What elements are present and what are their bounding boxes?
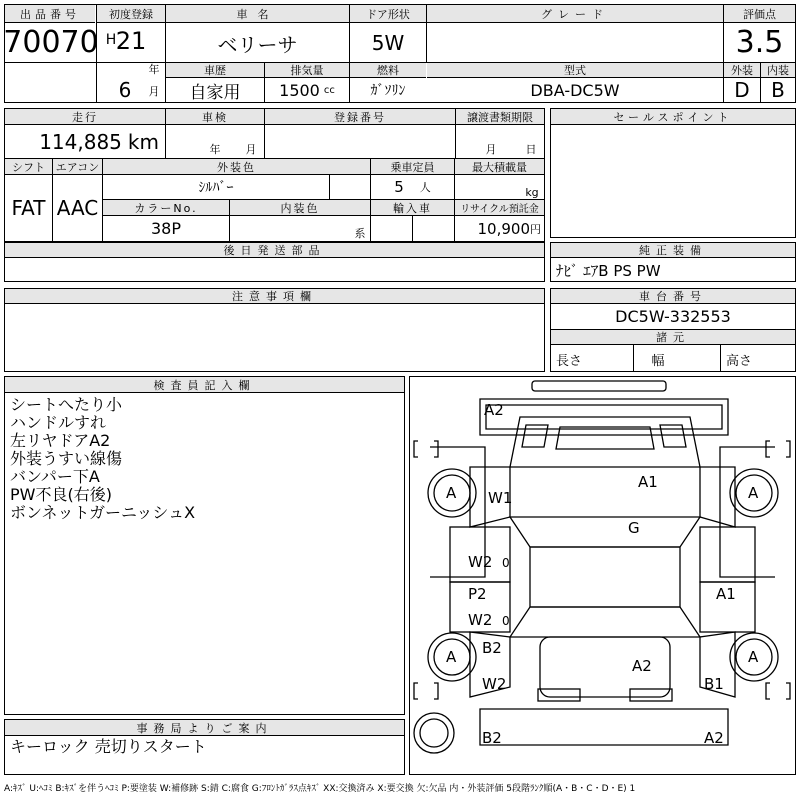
mark-tire-fl: A	[446, 484, 457, 502]
inspection-month-unit: 月	[245, 143, 257, 156]
recycle-unit: 円	[530, 222, 541, 236]
capacity-value: 5	[394, 178, 404, 196]
fuel: ｶﾞｿﾘﾝ	[370, 83, 406, 99]
score: 3.5	[735, 24, 784, 60]
recycle-value: 10,900	[477, 219, 530, 238]
inspection-year-unit: 年	[209, 143, 221, 156]
damage-diagram	[409, 376, 796, 775]
inspector-notes	[10, 396, 400, 522]
displacement	[265, 78, 349, 102]
width-label: 幅	[651, 353, 665, 369]
genuine: ﾅﾋﾞ ｴｱB PS PW	[556, 261, 661, 280]
mark-rear-bumper-left: B2	[482, 729, 502, 747]
door-type: 5W	[371, 31, 405, 55]
inspection-label: 車検	[166, 109, 264, 125]
inspector-line: PW不良(右後)	[10, 485, 112, 504]
ext-score: D	[734, 78, 750, 102]
reg-year-unit: 年	[148, 63, 160, 76]
int-color-label: 内装色	[230, 200, 370, 216]
shift-label: シフト	[5, 159, 52, 175]
transfer-month-unit: 月	[485, 143, 497, 156]
max-load-unit: kg	[525, 185, 539, 199]
grade-label: グレード	[427, 5, 723, 23]
spec-label: 諸元	[551, 330, 795, 345]
inspector-label: 検査員記入欄	[5, 377, 404, 393]
mark-hood: A1	[638, 473, 658, 491]
mark-tire-rl: A	[446, 648, 457, 666]
caution-label: 注意事項欄	[5, 289, 544, 304]
mark-windshield: W1	[488, 489, 513, 507]
genuine-label: 純正装備	[551, 243, 795, 258]
color-no: 38P	[150, 219, 181, 238]
shift: FAT	[11, 196, 46, 220]
reg-no-label: 登録番号	[265, 109, 455, 125]
history-label: 車歴	[166, 63, 264, 78]
ac-label: エアコン	[53, 159, 102, 175]
reg-month: 6	[118, 78, 132, 102]
score-label: 評価点	[724, 5, 795, 23]
sales-point-label: セールスポイント	[551, 109, 795, 125]
mark-rear-door: P2	[468, 585, 487, 603]
length-label: 長さ	[556, 353, 583, 369]
mark-front-zero: 0	[502, 556, 510, 570]
mark-rear-glass: W2	[482, 675, 507, 693]
model: DBA-DC5W	[530, 80, 620, 100]
mark-rear-door-right: A1	[716, 585, 736, 603]
sales-point-box	[550, 108, 796, 238]
int-label: 内装	[761, 63, 795, 78]
mileage-label: 走行	[5, 109, 165, 125]
capacity-label: 乗車定員	[371, 159, 454, 175]
lot-number: 70070	[3, 24, 99, 60]
mark-tire-fr: A	[748, 484, 759, 502]
legend: A:ｷｽﾞ U:ﾍｺﾐ B:ｷｽﾞを伴うﾍｺﾐ P:要塗装 W:補修跡 S:錆 C:腐食 G:ﾌﾛﾝﾄｶﾞﾗｽ点ｷｽﾞ XX:交換済み X:要交換 欠:欠品 内・外装評価 5段階ﾗﾝｸ順(A・B・C・D・E) 1	[4, 783, 636, 794]
mark-rear-bumper-right: A2	[704, 729, 724, 747]
car-name: ベリーサ	[217, 32, 298, 57]
era: H	[105, 32, 117, 48]
recycle-label: リサイクル預託金	[455, 200, 544, 216]
int-color-unit: 系	[354, 227, 366, 240]
chassis-label: 車台番号	[551, 289, 795, 304]
inspector-line: シートへたり小	[10, 395, 123, 414]
height-label: 高さ	[726, 353, 753, 369]
car-name-label: 車名	[166, 5, 349, 23]
fuel-label: 燃料	[350, 63, 426, 78]
recycle	[455, 216, 544, 241]
max-load-label: 最大積載量	[455, 159, 544, 175]
later-parts-label: 後日発送部品	[5, 243, 544, 258]
displacement-unit: cc	[323, 84, 335, 96]
reg-month-unit: 月	[148, 85, 160, 98]
ext-color-label: 外装色	[103, 159, 370, 175]
mileage-value: 114,885	[39, 130, 122, 154]
office-text: キーロック 売切りスタート	[10, 737, 207, 756]
ext-color: ｼﾙﾊﾞｰ	[198, 180, 234, 196]
lot-label: 出品番号	[5, 5, 95, 23]
inspector-line: ハンドルすれ	[10, 413, 107, 432]
int-score: B	[771, 78, 785, 102]
color-no-label: カラーNo.	[103, 200, 229, 216]
transfer-label: 譲渡書類期限	[456, 109, 544, 125]
chassis-number: DC5W-332553	[615, 307, 731, 326]
mark-front-bumper: A2	[484, 401, 504, 419]
inspector-line: 外装うすい線傷	[10, 449, 123, 468]
mark-rear-zero: 0	[502, 614, 510, 628]
transfer-day-unit: 日	[525, 143, 537, 156]
inspector-line: バンパー下A	[10, 467, 100, 486]
door-label: ドア形状	[350, 5, 426, 23]
history: 自家用	[189, 82, 241, 103]
mark-rear-fender-left: B2	[482, 639, 502, 657]
mark-front-glass: W2	[468, 553, 493, 571]
inspector-line: ボンネットガーニッシュX	[10, 503, 196, 522]
reg-year: 21	[115, 27, 147, 55]
inspector-line: 左リヤドアA2	[10, 431, 111, 450]
mileage	[5, 125, 165, 159]
mark-roof: G	[628, 519, 640, 537]
mark-rear-glass-door: W2	[468, 611, 493, 629]
car-outline-svg	[410, 377, 795, 774]
mark-rear-fender-right: B1	[704, 675, 724, 693]
displacement-label: 排気量	[265, 63, 349, 78]
model-label: 型式	[427, 63, 723, 78]
mark-tire-rr: A	[748, 648, 759, 666]
mileage-unit: km	[127, 130, 159, 154]
displacement-value: 1500	[279, 80, 320, 100]
office-label: 事務局よりご案内	[5, 720, 404, 736]
grade	[427, 23, 723, 63]
capacity-unit: 人	[419, 181, 431, 194]
first-reg-label: 初度登録	[97, 5, 165, 23]
ac: AAC	[56, 196, 99, 220]
ext-label: 外装	[724, 63, 760, 78]
capacity	[371, 175, 454, 199]
import-label: 輸入車	[371, 200, 454, 216]
mark-hatch: A2	[632, 657, 652, 675]
